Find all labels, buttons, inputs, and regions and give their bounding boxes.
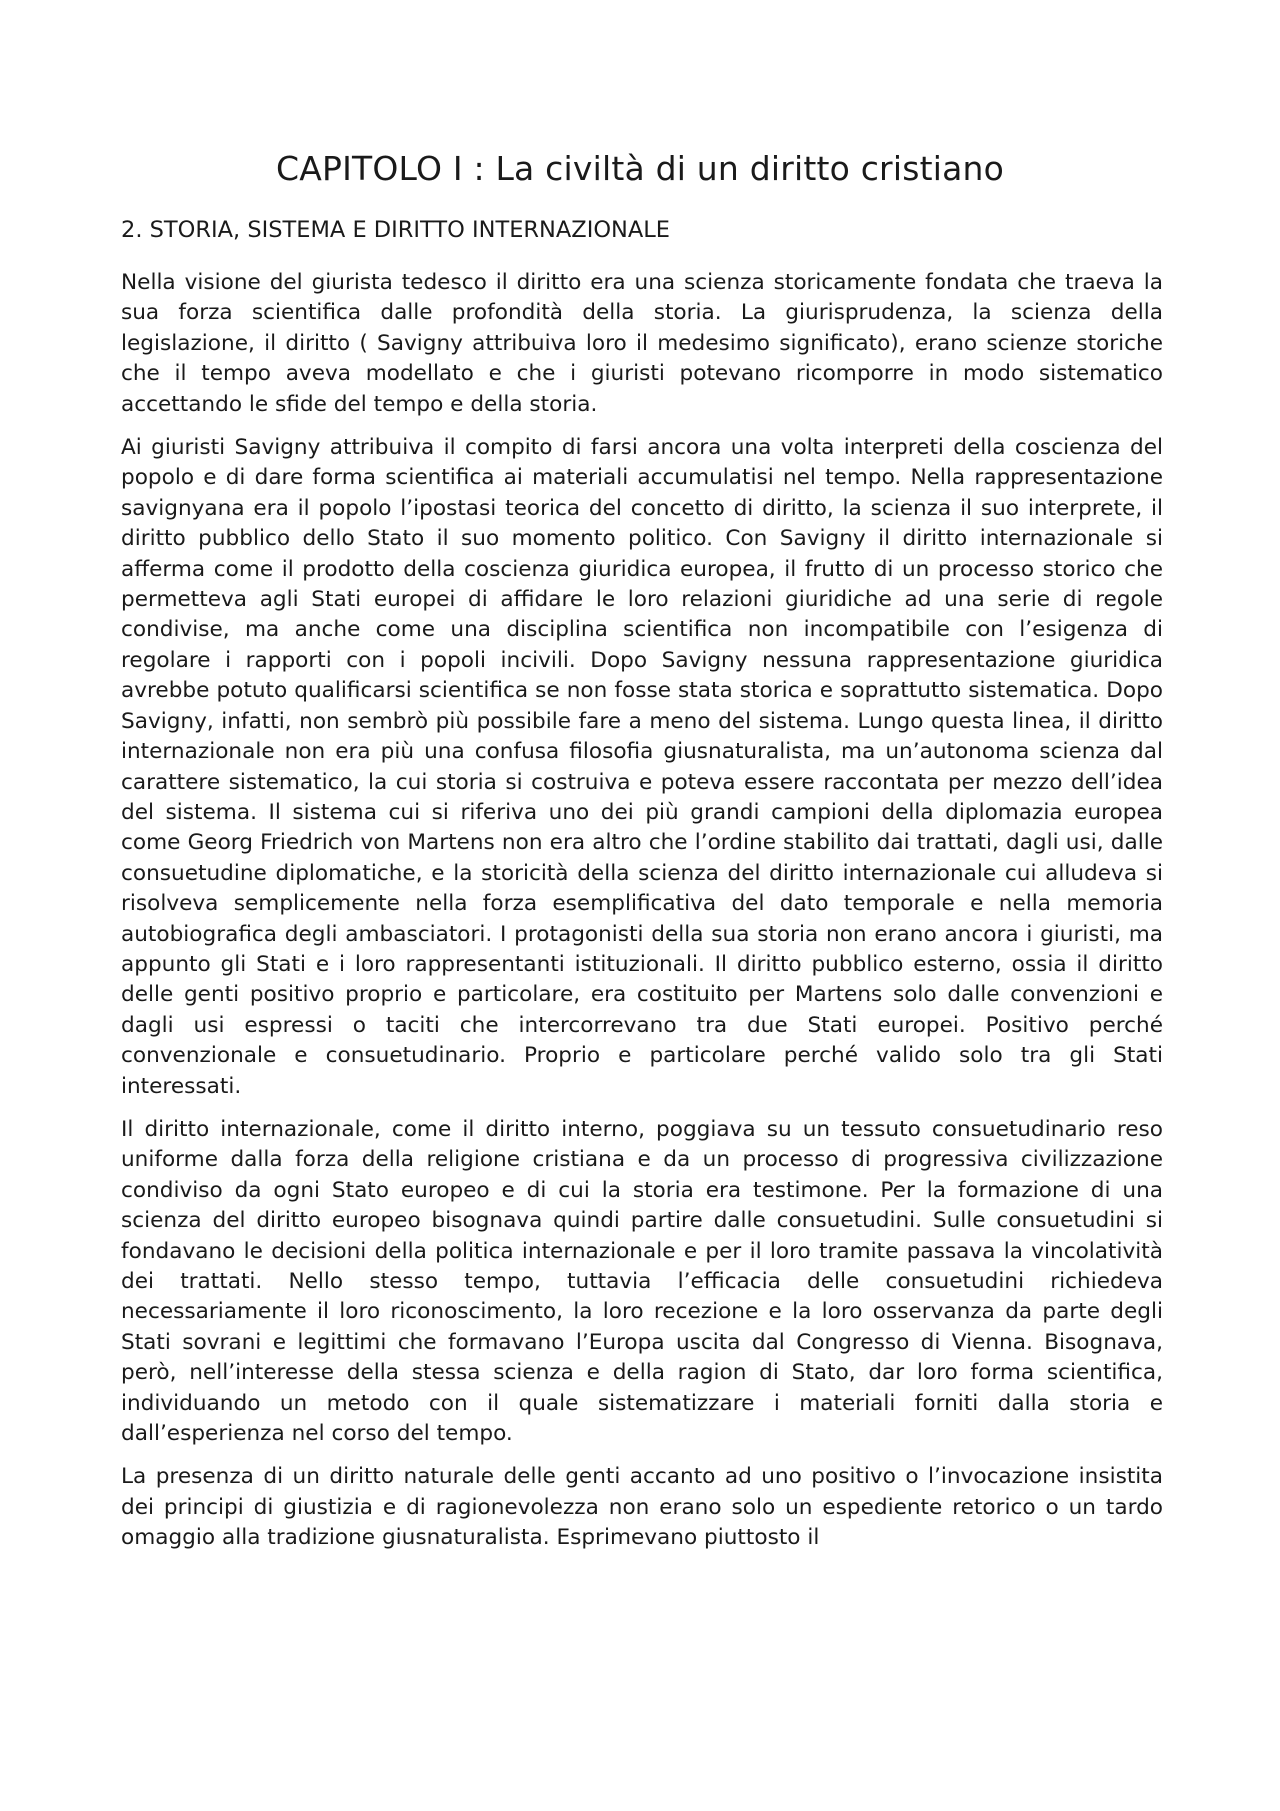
section-heading: 2. STORIA, SISTEMA E DIRITTO INTERNAZIONALE xyxy=(121,217,671,243)
paragraph: La presenza di un diritto naturale delle genti accanto ad uno positivo o l’invocazione insistita dei principi di giustizia e di ragionevolezza non erano solo un espediente retorico o un tardo omaggio alla tradizione giusnaturalista. Esprimevano piuttosto il xyxy=(121,1464,1163,1551)
paragraph: Nella visione del giurista tedesco il diritto era una scienza storicamente fondata che traeva la sua forza scientifica dalle profondità della storia. La giurisprudenza, la scienza della legislazione, il diritto ( Savigny attribuiva loro il medesimo significato), erano scienze storiche che il tempo aveva modellato e che i giuristi potevano ricomporre in modo sistematico accettando le sfide del tempo e della storia. xyxy=(121,270,1163,417)
chapter-title: CAPITOLO I : La civiltà di un diritto cristiano xyxy=(275,149,1005,188)
paragraph: Il diritto internazionale, come il diritto interno, poggiava su un tessuto consuetudinario reso uniforme dalla forza della religione cristiana e da un processo di progressiva civilizzazione condiviso da ogni Stato europeo e di cui la storia era testimone. Per la formazione di una scienza del diritto europeo bisognava quindi partire dalle consuetudini. Sulle consuetudini si fondavano le decisioni della politica internazionale e per il loro tramite passava la vincolatività dei trattati. Nello stesso tempo, tuttavia l’efficacia delle consuetudini richiedeva necessariamente il loro riconoscimento, la loro recezione e la loro osservanza da parte degli Stati sovrani e legittimi che formavano l’Europa uscita dal Congresso di Vienna. Bisognava, però, nell’interesse della stessa scienza e della ragion di Stato, dar loro forma scientifica, individuando un metodo con il quale sistematizzare i materiali forniti dalla storia e dall’esperienza nel corso del tempo. xyxy=(121,1116,1163,1447)
body-text xyxy=(121,268,1163,1567)
paragraph: Ai giuristi Savigny attribuiva il compito di farsi ancora una volta interpreti della coscienza del popolo e di dare forma scientifica ai materiali accumulatisi nel tempo. Nella rappresentazione savignyana era il popolo l’ipostasi teorica del concetto di diritto, la scienza il suo interprete, il diritto pubblico dello Stato il suo momento politico. Con Savigny il diritto internazionale si afferma come il prodotto della coscienza giuridica europea, il frutto di un processo storico che permetteva agli Stati europei di affidare le loro relazioni giuridiche ad una serie di regole condivise, ma anche come una disciplina scientifica non incompatibile con l’esigenza di regolare i rapporti con i popoli incivili. Dopo Savigny nessuna rappresentazione giuridica avrebbe potuto qualificarsi scientifica se non fosse stata storica e soprattutto sistematica. Dopo Savigny, infatti, non sembrò più possibile fare a meno del sistema. Lungo questa linea, il diritto internazionale non era più una confusa filosofia giusnaturalista, ma un’autonoma scienza dal carattere sistematico, la cui storia si costruiva e poteva essere raccontata per mezzo dell’idea del sistema. Il sistema cui si riferiva uno dei più grandi campioni della diplomazia europea come Georg Friedrich von Martens non era altro che l’ordine stabilito dai trattati, dagli usi, dalle consuetudine diplomatiche, e la storicità della scienza del diritto internazionale cui alludeva si risolveva semplicemente nella forza esemplificativa del dato temporale e nella memoria autobiografica degli ambasciatori. I protagonisti della sua storia non erano ancora i giuristi, ma appunto gli Stati e i loro rappresentanti istituzionali. Il diritto pubblico esterno, ossia il diritto delle genti positivo proprio e particolare, era costituito per Martens solo dalle convenzioni e dagli usi espressi o taciti che intercorrevano tra due Stati europei. Positivo perché convenzionale e consuetudinario. Proprio e particolare perché valido solo tra gli Stati interessati. xyxy=(121,435,1163,1099)
